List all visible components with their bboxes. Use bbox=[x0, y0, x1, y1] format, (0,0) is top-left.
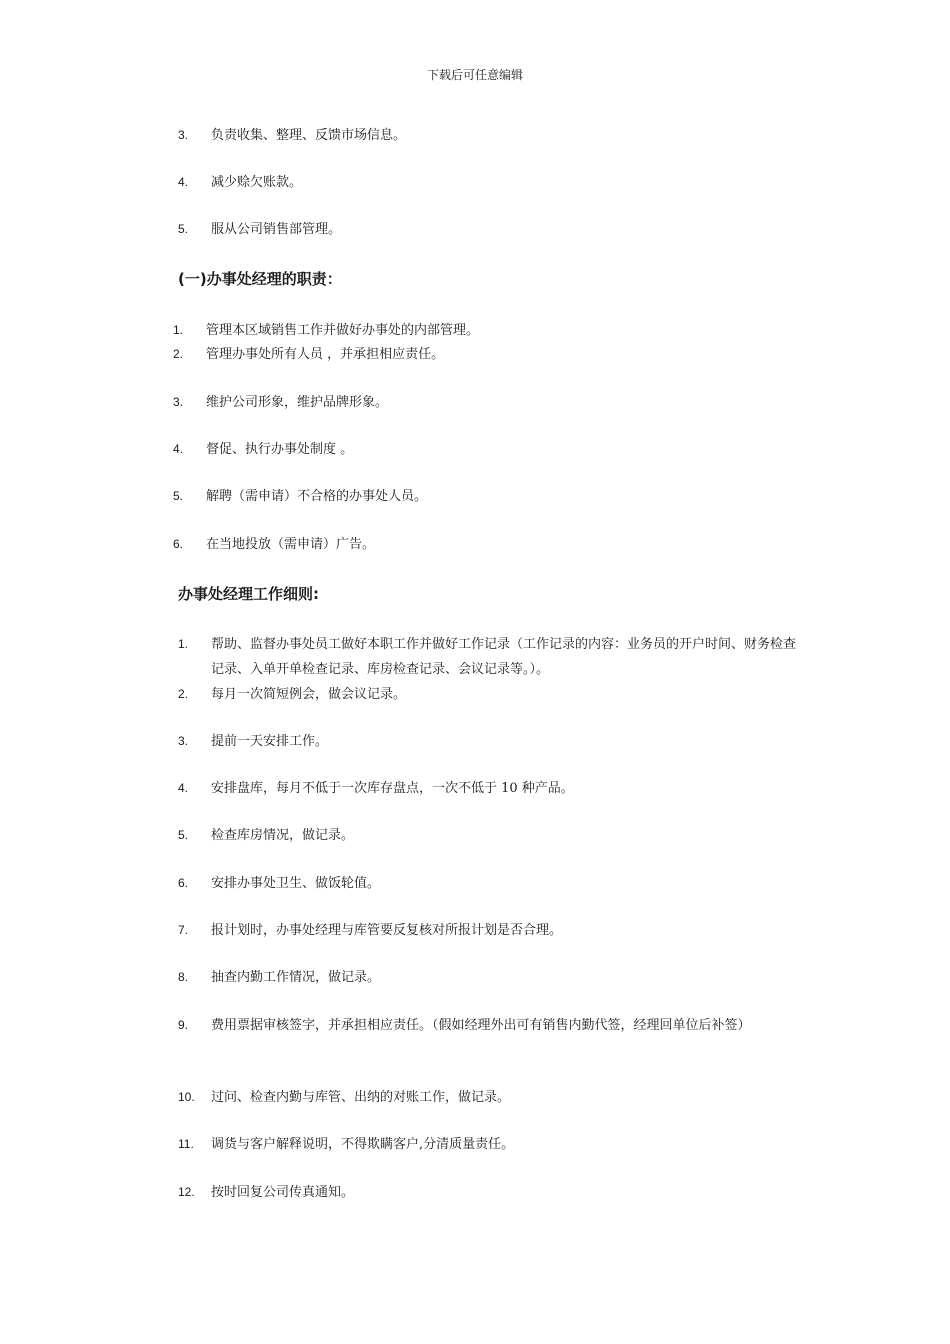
list-text: 按时回复公司传真通知。 bbox=[211, 1185, 355, 1200]
list-number: 4. bbox=[173, 442, 184, 456]
list-text: 过问、检查内勤与库管、出纳的对账工作，做记录。 bbox=[211, 1090, 511, 1105]
list-text: 维护公司形象，维护品牌形象。 bbox=[206, 395, 389, 410]
list-text: 调货与客户解释说明，不得欺瞒客户,分清质量责任。 bbox=[211, 1137, 515, 1152]
list-number: 5. bbox=[178, 828, 189, 842]
list-number: 5. bbox=[178, 222, 189, 236]
list-number: 8. bbox=[178, 970, 189, 984]
list-text: 解聘（需申请）不合格的办事处人员。 bbox=[206, 489, 428, 504]
list-text: 帮助、监督办事处员工做好本职工作并做好工作记录（工作记录的内容：业务员的开户时间、财务检查记录、入单开单检查记录、库房检查记录、会议记录等。）。 bbox=[211, 637, 797, 677]
list-number: 1. bbox=[178, 637, 189, 651]
list-text: 检查库房情况，做记录。 bbox=[211, 828, 355, 843]
list-text: 在当地投放（需申请）广告。 bbox=[206, 537, 376, 552]
list-number: 6. bbox=[178, 876, 189, 890]
list-number: 3. bbox=[178, 734, 189, 748]
list-text: 报计划时，办事处经理与库管要反复核对所报计划是否合理。 bbox=[211, 923, 563, 938]
list-text: 管理本区域销售工作并做好办事处的内部管理。 bbox=[206, 323, 480, 338]
list-text: 每月一次简短例会，做会议记录。 bbox=[211, 687, 407, 702]
list-text: 安排办事处卫生、做饭轮值。 bbox=[211, 876, 381, 891]
list-number: 6. bbox=[173, 537, 184, 551]
list-text: 管理办事处所有人员 ，并承担相应责任。 bbox=[206, 347, 445, 362]
list-text: 提前一天安排工作。 bbox=[211, 734, 329, 749]
list-text: 安排盘库，每月不低于一次库存盘点，一次不低于 10 种产品。 bbox=[211, 781, 574, 796]
list-number: 2. bbox=[173, 347, 184, 361]
list-number: 3. bbox=[173, 395, 184, 409]
list-number: 3. bbox=[178, 128, 189, 142]
list-number: 10. bbox=[178, 1090, 195, 1104]
page-header: 下载后可任意编辑 bbox=[426, 68, 523, 82]
list-text: 督促、执行办事处制度 。 bbox=[206, 442, 354, 457]
list-number: 5. bbox=[173, 489, 184, 503]
list-number: 7. bbox=[178, 923, 189, 937]
list-text: 费用票据审核签字，并承担相应责任。（假如经理外出可有销售内勤代签，经理回单位后补签） bbox=[211, 1018, 751, 1033]
list-number: 11. bbox=[178, 1137, 194, 1151]
list-number: 4. bbox=[178, 781, 189, 795]
section-heading: 办事处经理工作细则: bbox=[178, 585, 319, 603]
list-number: 2. bbox=[178, 687, 189, 701]
list-text: 抽查内勤工作情况，做记录。 bbox=[211, 970, 381, 985]
list-text: 减少赊欠账款。 bbox=[211, 175, 303, 190]
list-text: 负责收集、整理、反馈市场信息。 bbox=[211, 128, 407, 143]
section-heading: (一)办事处经理的职责： bbox=[178, 270, 342, 288]
list-number: 1. bbox=[173, 323, 184, 337]
list-text: 服从公司销售部管理。 bbox=[211, 222, 342, 237]
list-number: 9. bbox=[178, 1018, 189, 1032]
list-number: 12. bbox=[178, 1185, 195, 1199]
list-number: 4. bbox=[178, 175, 189, 189]
